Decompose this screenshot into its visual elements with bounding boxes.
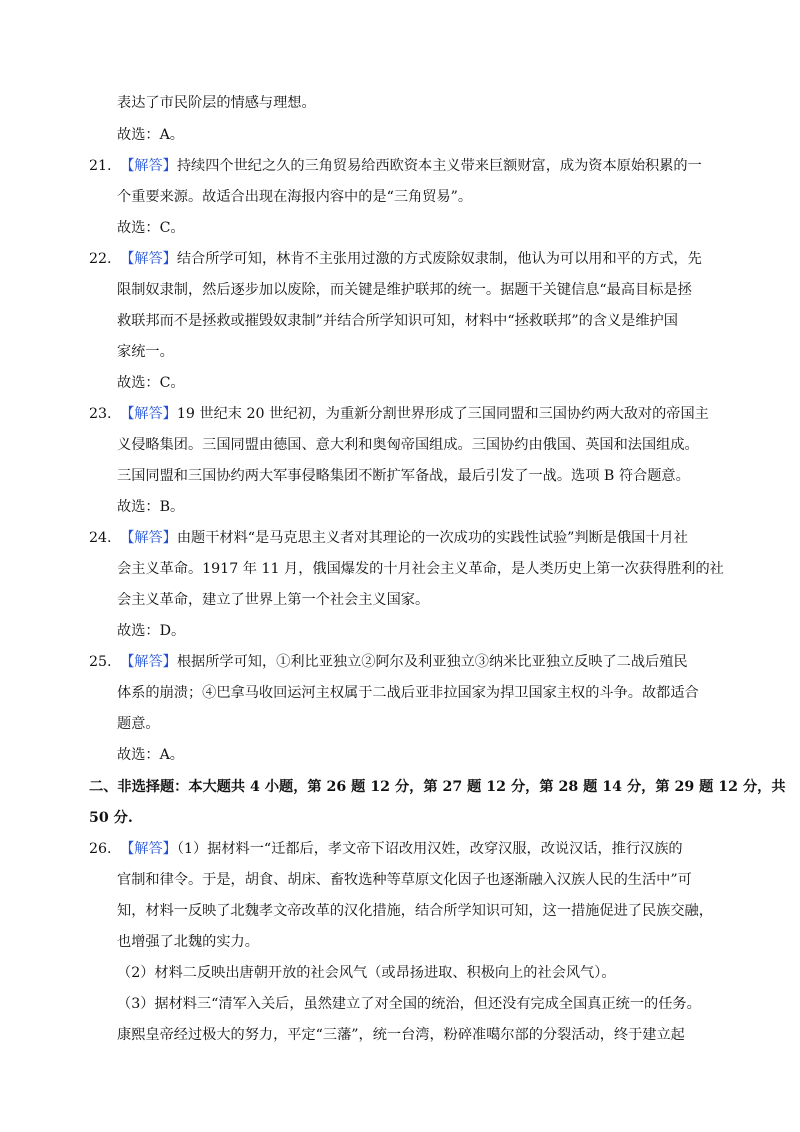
question-23-line-1 [89,404,709,424]
section-heading-line-2: 50 分. [89,810,133,826]
question-23-line-2: 义侵略集团。三国同盟由德国、意大利和奥匈帝国组成。三国协约由俄国、英国和法国组成。 [117,437,699,453]
question-number: 22. [89,251,112,267]
question-text: （1）据材料一“迁都后，孝文帝下诏改用汉姓，改穿汉服，改说汉话，推行汉族的 [176,841,683,857]
question-25-line-3: 题意。 [117,716,160,732]
question-number: 23. [89,406,112,422]
question-26-line-5: （2）材料二反映出唐朝开放的社会风气（或昂扬进取、积极向上的社会风气）。 [117,965,616,981]
question-26-line-2: 官制和律令。于是，胡食、胡床、畜牧选种等草原文化因子也逐渐融入汉族人民的生活中”可 [117,872,692,888]
question-number: 24. [89,530,112,546]
question-text: 根据所学可知，①利比亚独立②阿尔及利亚独立③纳米比亚独立反映了二战后殖民 [176,654,688,670]
question-text: 持续四个世纪之久的三角贸易给西欧资本主义带来巨额财富，成为资本原始积累的一 [176,158,702,174]
answer-line: 故选：C。 [117,375,185,391]
question-22-line-4: 家统一。 [117,344,174,360]
question-26-line-4: 也增强了北魏的实力。 [117,934,259,950]
question-26-line-1 [89,839,683,859]
section-heading-line-1: 二、非选择题：本大题共 4 小题，第 26 题 12 分，第 27 题 12 分，第 28 题 14 分，第 29 题 12 分，共 [89,779,786,795]
answer-line: 故选：C。 [117,220,185,236]
solution-tag: 【解答】 [120,251,177,267]
question-26-line-3: 知，材料一反映了北魏孝文帝改革的汉化措施，结合所学知识可知，这一措施促进了民族交融， [117,903,713,919]
solution-tag: 【解答】 [120,841,177,857]
question-number: 26. [89,841,112,857]
answer-line: 故选：A。 [117,127,184,143]
question-text: 结合所学可知，林肯不主张用过激的方式废除奴隶制，他认为可以用和平的方式，先 [176,251,702,267]
question-26-line-7: 康熙皇帝经过极大的努力，平定“三藩”，统一台湾，粉碎准噶尔部的分裂活动，终于建立起 [117,1027,685,1043]
question-number: 25. [89,654,112,670]
question-21-line-1 [89,156,702,176]
question-24-line-1 [89,528,688,548]
question-26-line-6: （3）据材料三“清军入关后，虽然建立了对全国的统治，但还没有完成全国真正统一的任务。 [117,996,701,1012]
text-line: 表达了市民阶层的情感与理想。 [117,95,316,111]
question-22-line-3: 救联邦而不是拯救或摧毁奴隶制”并结合所学知识可知，材料中“拯救联邦”的含义是维护国 [117,313,678,329]
question-22-line-2: 限制奴隶制，然后逐步加以废除，而关键是维护联邦的统一。据题干关键信息“最高目标是拯 [117,282,692,298]
solution-tag: 【解答】 [120,654,177,670]
question-22-line-1 [89,249,702,269]
answer-line: 故选：B。 [117,499,185,515]
answer-line: 故选：A。 [117,747,184,763]
solution-tag: 【解答】 [120,530,177,546]
solution-tag: 【解答】 [120,406,177,422]
answer-line: 故选：D。 [117,623,186,639]
question-text: 19 世纪末 20 世纪初，为重新分割世界形成了三国同盟和三国协约两大敌对的帝国主 [176,406,709,422]
question-number: 21. [89,158,112,174]
question-24-line-3: 会主义革命，建立了世界上第一个社会主义国家。 [117,592,430,608]
question-23-line-3: 三国同盟和三国协约两大军事侵略集团不断扩军备战，最后引发了一战。选项 B 符合题意。 [117,468,690,484]
question-24-line-2: 会主义革命。1917 年 11 月，俄国爆发的十月社会主义革命，是人类历史上第一次获得胜利的社 [117,561,724,577]
solution-tag: 【解答】 [120,158,177,174]
question-21-line-2: 个重要来源。故适合出现在海报内容中的是“三角贸易”。 [117,189,473,205]
question-25-line-2: 体系的崩溃；④巴拿马收回运河主权属于二战后亚非拉国家为捍卫国家主权的斗争。故都适合 [117,685,699,701]
question-25-line-1 [89,652,688,672]
question-text: 由题干材料“是马克思主义者对其理论的一次成功的实践性试验”判断是俄国十月社 [176,530,688,546]
